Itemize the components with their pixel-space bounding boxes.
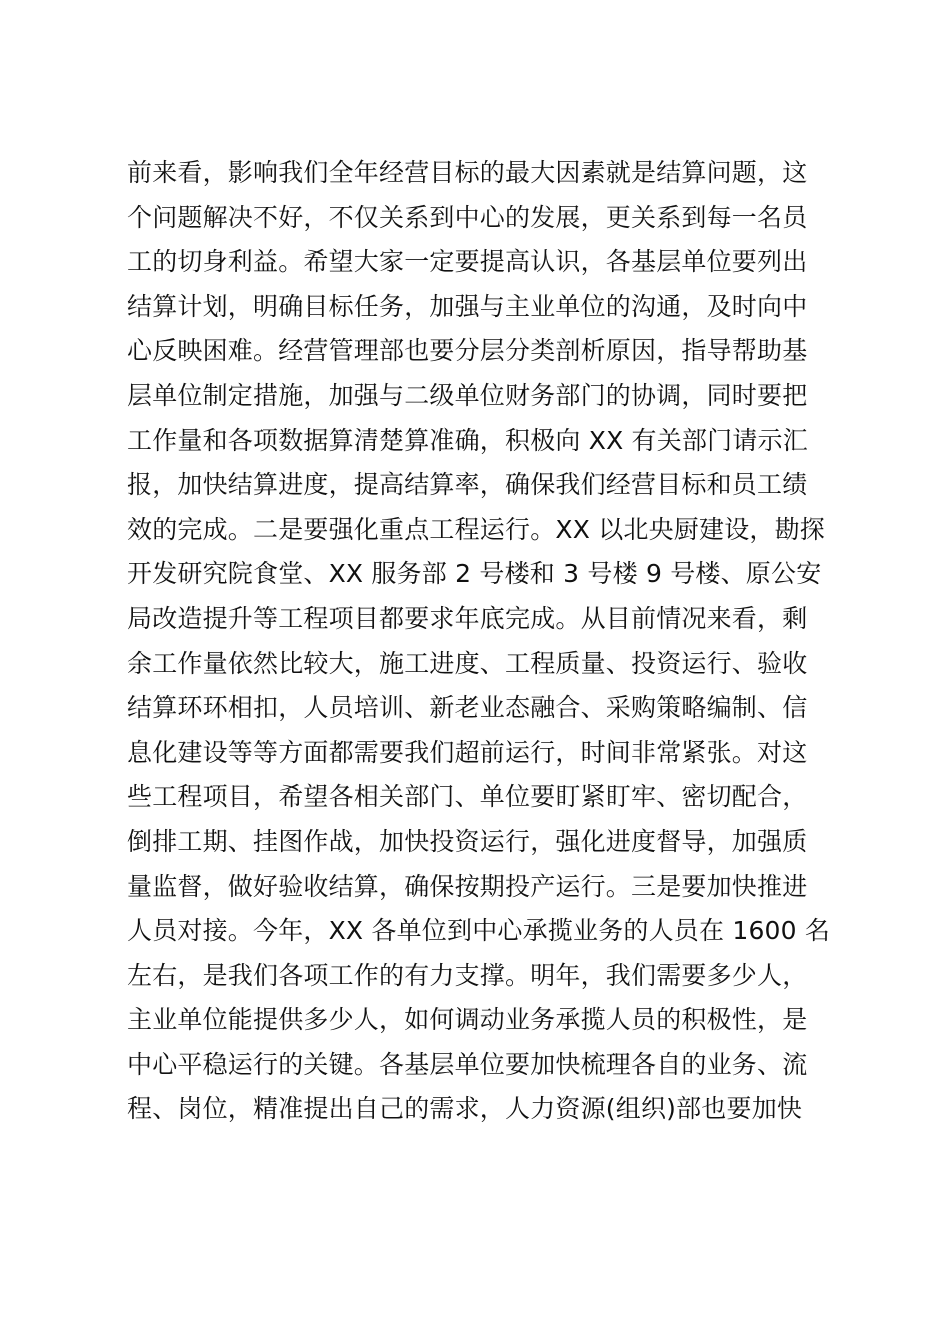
text-line-16: 倒排工期、挂图作战，加快投资运行，强化进度督导，加强质: [127, 826, 808, 856]
text-line-1: 前来看，影响我们全年经营目标的最大因素就是结算问题，这: [127, 158, 808, 187]
text-line-21: 中心平稳运行的关键。各基层单位要加快梳理各自的业务、流: [127, 1049, 808, 1079]
text-line-2: 个问题解决不好，不仅关系到中心的发展，更关系到每一名员: [127, 202, 808, 232]
text-line-20: 主业单位能提供多少人，如何调动业务承揽人员的积极性，是: [127, 1005, 808, 1035]
text-line-5: 心反映困难。经营管理部也要分层分类剖析原因，指导帮助基: [127, 336, 808, 366]
text-line-4: 结算计划，明确目标任务，加强与主业单位的沟通，及时向中: [127, 291, 808, 321]
text-line-11: 局改造提升等工程项目都要求年底完成。从目前情况来看，剩: [127, 603, 808, 633]
body-paragraph: [127, 151, 831, 1132]
text-line-10: 开发研究院食堂、XX 服务部 2 号楼和 3 号楼 9 号楼、原公安: [127, 559, 822, 589]
text-line-22: 程、岗位，精准提出自己的需求，人力资源(组织)部也要加快: [127, 1094, 803, 1124]
text-line-15: 些工程项目，希望各相关部门、单位要盯紧盯牢、密切配合，: [127, 782, 808, 812]
text-line-9: 效的完成。二是要强化重点工程运行。XX 以北央厨建设，勘探: [127, 514, 826, 544]
text-line-12: 余工作量依然比较大，施工进度、工程质量、投资运行、验收: [127, 648, 808, 678]
text-line-13: 结算环环相扣，人员培训、新老业态融合、采购策略编制、信: [127, 693, 808, 723]
text-line-3: 工的切身利益。希望大家一定要提高认识，各基层单位要列出: [127, 247, 808, 277]
text-line-8: 报，加快结算进度，提高结算率，确保我们经营目标和员工绩: [127, 470, 808, 500]
text-line-17: 量监督，做好验收结算，确保按期投产运行。三是要加快推进: [127, 871, 808, 901]
text-line-18: 人员对接。今年，XX 各单位到中心承揽业务的人员在 1600 名: [127, 916, 831, 946]
text-line-7: 工作量和各项数据算清楚算准确，积极向 XX 有关部门请示汇: [127, 425, 808, 455]
text-line-19: 左右，是我们各项工作的有力支撑。明年，我们需要多少人，: [127, 960, 808, 990]
text-line-14: 息化建设等等方面都需要我们超前运行，时间非常紧张。对这: [127, 737, 808, 767]
text-line-6: 层单位制定措施，加强与二级单位财务部门的协调，同时要把: [127, 380, 808, 410]
